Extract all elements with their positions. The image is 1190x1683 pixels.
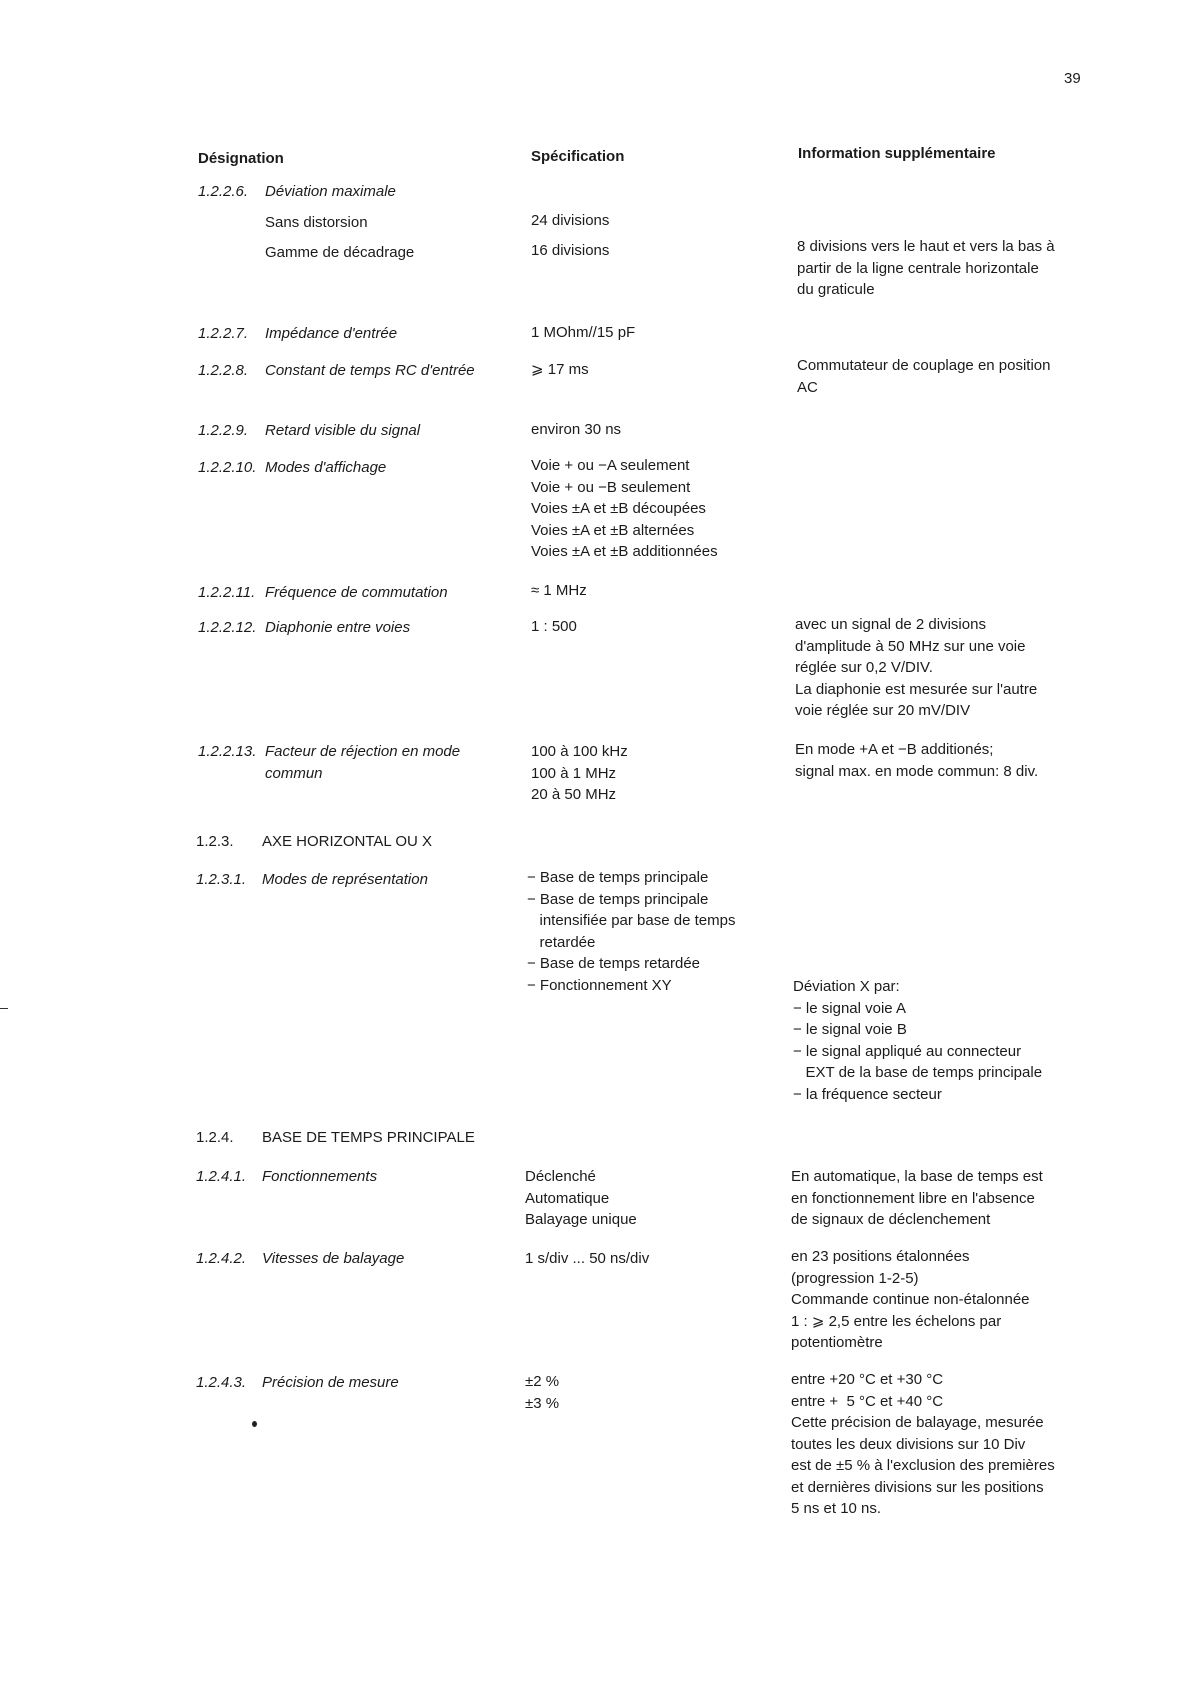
info-line: entre + 5 °C et +40 °C [791, 1392, 944, 1410]
item-1231-number: 1.2.3.1. [196, 871, 247, 888]
info-line: de signaux de déclenchement [791, 1211, 991, 1228]
item-1226b-label: Gamme de décadrage [265, 244, 415, 261]
info-line: EXT de la base de temps principale [793, 1064, 1043, 1081]
spec-line: 20 à 50 MHz [531, 786, 617, 803]
item-1242-number: 1.2.4.2. [196, 1250, 247, 1267]
info-line: potentiomètre [791, 1334, 883, 1351]
item-1241-number: 1.2.4.1. [196, 1168, 247, 1185]
info-line: signal max. en mode commun: 8 div. [795, 762, 1039, 780]
item-1231-spec [527, 867, 735, 996]
item-12213-info [795, 739, 1038, 782]
item-1231-title: Modes de représentation [262, 871, 428, 888]
item-12210-spec [531, 455, 718, 563]
spec-line: retardée [527, 933, 596, 951]
info-line: partir de la ligne centrale horizontale [797, 259, 1039, 277]
info-line: voie réglée sur 20 mV/DIV [795, 702, 971, 719]
info-line: toutes les deux divisions sur 10 Div [791, 1435, 1026, 1453]
spec-line: − Base de temps principale [527, 890, 709, 908]
item-1229-spec: environ 30 ns [531, 421, 622, 438]
info-line: réglée sur 0,2 V/DIV. [795, 659, 933, 676]
item-1226-number: 1.2.2.6. [198, 183, 249, 200]
spec-line: ±3 % [525, 1394, 560, 1412]
item-12210-title: Modes d'affichage [265, 459, 387, 476]
info-line: En mode +A et −B additionés; [795, 741, 994, 758]
info-line: et dernières divisions sur les positions [791, 1478, 1044, 1496]
item-1243-spec [525, 1371, 559, 1414]
header-specification: Spécification [531, 148, 625, 165]
item-1243-info [791, 1369, 1055, 1520]
item-1242-spec: 1 s/div ... 50 ns/div [525, 1250, 650, 1267]
item-1229-number: 1.2.2.9. [198, 422, 249, 439]
info-line: Commutateur de couplage en position [797, 357, 1051, 374]
item-12213-number: 1.2.2.13. [198, 743, 257, 760]
section-123-title: AXE HORIZONTAL OU X [262, 833, 433, 850]
section-124-title: BASE DE TEMPS PRINCIPALE [262, 1129, 475, 1146]
item-1241-title: Fonctionnements [262, 1168, 378, 1185]
info-line: en fonctionnement libre en l'absence [791, 1189, 1035, 1207]
scan-dot [252, 1421, 257, 1427]
info-line: 8 divisions vers le haut et vers la bas à [797, 238, 1055, 255]
info-line: La diaphonie est mesurée sur l'autre [795, 680, 1038, 698]
info-line: d'amplitude à 50 MHz sur une voie [795, 637, 1026, 655]
item-1228-spec: ⩾ 17 ms [531, 361, 589, 378]
item-1226a-spec: 24 divisions [531, 212, 610, 229]
spec-line: − Base de temps retardée [527, 955, 701, 972]
item-12213-title-cont: commun [265, 765, 323, 782]
spec-line: − Fonctionnement XY [527, 976, 672, 994]
item-1241-spec [525, 1166, 637, 1231]
spec-line: Automatique [525, 1189, 610, 1207]
info-line: Cette précision de balayage, mesurée [791, 1414, 1044, 1431]
item-1243-title: Précision de mesure [262, 1374, 399, 1391]
info-line: En automatique, la base de temps est [791, 1168, 1043, 1185]
scan-mark [0, 1008, 8, 1009]
item-1242-title: Vitesses de balayage [262, 1250, 405, 1267]
spec-line: intensifiée par base de temps [527, 912, 736, 929]
header-designation: Désignation [198, 150, 284, 167]
item-1227-spec: 1 MOhm//15 pF [531, 324, 636, 341]
item-1242-info [791, 1246, 1030, 1354]
item-1241-info [791, 1166, 1043, 1231]
item-12212-title: Diaphonie entre voies [265, 619, 411, 636]
header-information: Information supplémentaire [798, 145, 996, 162]
item-1229-title: Retard visible du signal [265, 422, 421, 439]
info-line: AC [797, 378, 818, 396]
info-line: − le signal voie A [793, 999, 906, 1017]
item-1228-title: Constant de temps RC d'entrée [265, 362, 475, 379]
item-12213-spec [531, 741, 628, 806]
item-12213-title: Facteur de réjection en mode [265, 743, 461, 760]
item-1226b-spec: 16 divisions [531, 242, 610, 259]
spec-line: Voie + ou −B seulement [531, 478, 691, 496]
item-12212-number: 1.2.2.12. [198, 619, 257, 636]
item-1228-number: 1.2.2.8. [198, 362, 249, 379]
item-12212-info [795, 614, 1037, 722]
info-line: 1 : ⩾ 2,5 entre les échelons par [791, 1312, 1002, 1330]
item-12210-number: 1.2.2.10. [198, 459, 257, 476]
info-line: Déviation X par: [793, 978, 900, 995]
section-123-number: 1.2.3. [196, 833, 234, 850]
info-line: du graticule [797, 281, 875, 298]
info-line: − le signal appliqué au connecteur [793, 1042, 1022, 1060]
item-1228-info [797, 355, 1051, 398]
item-1226a-label: Sans distorsion [265, 214, 368, 231]
info-line: en 23 positions étalonnées [791, 1248, 970, 1265]
spec-line: Balayage unique [525, 1211, 637, 1228]
item-1226b-info [797, 236, 1055, 301]
info-line: − le signal voie B [793, 1021, 907, 1038]
spec-line: Voie + ou −A seulement [531, 457, 690, 474]
info-line: avec un signal de 2 divisions [795, 616, 986, 633]
info-line: entre +20 °C et +30 °C [791, 1371, 944, 1388]
spec-line: Déclenché [525, 1168, 596, 1185]
spec-line: 100 à 1 MHz [531, 764, 617, 782]
item-1227-title: Impédance d'entrée [265, 325, 398, 342]
info-line: Commande continue non-étalonnée [791, 1291, 1030, 1308]
section-124-number: 1.2.4. [196, 1129, 234, 1146]
spec-line: ±2 % [525, 1373, 560, 1390]
item-12211-number: 1.2.2.11. [198, 584, 256, 601]
item-1231-info [793, 976, 1042, 1105]
info-line: 5 ns et 10 ns. [791, 1500, 882, 1517]
item-12211-spec: ≈ 1 MHz [531, 582, 587, 599]
spec-line: 100 à 100 kHz [531, 743, 628, 760]
item-12212-spec: 1 : 500 [531, 618, 577, 635]
spec-line: − Base de temps principale [527, 869, 709, 886]
spec-line: Voies ±A et ±B additionnées [531, 543, 718, 560]
info-line: (progression 1-2-5) [791, 1269, 919, 1287]
spec-line: Voies ±A et ±B alternées [531, 521, 695, 539]
info-line: est de ±5 % à l'exclusion des premières [791, 1457, 1055, 1474]
info-line: − la fréquence secteur [793, 1085, 942, 1103]
page-number: 39 [1064, 70, 1081, 87]
item-1226-title: Déviation maximale [265, 183, 396, 200]
item-1243-number: 1.2.4.3. [196, 1374, 247, 1391]
spec-line: Voies ±A et ±B découpées [531, 500, 706, 517]
item-12211-title: Fréquence de commutation [265, 584, 448, 601]
item-1227-number: 1.2.2.7. [198, 325, 249, 342]
